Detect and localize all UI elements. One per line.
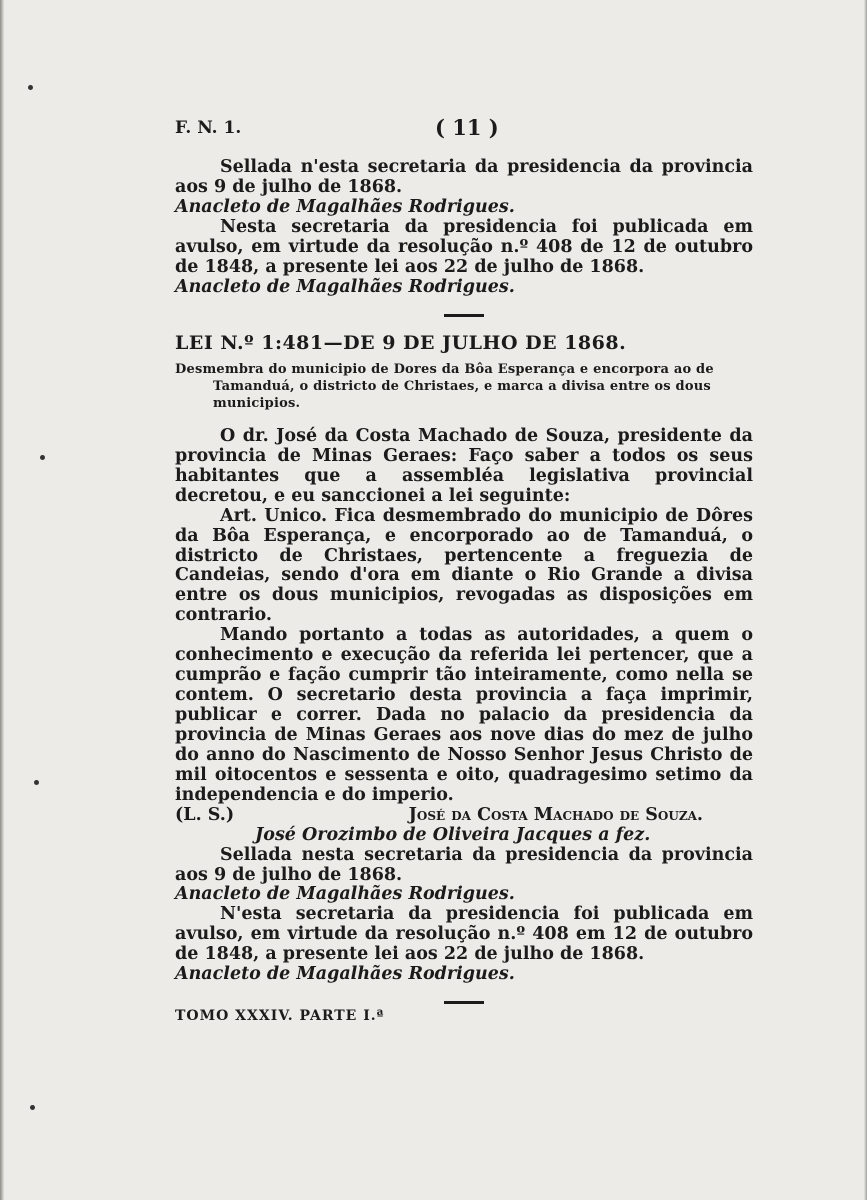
ink-speck xyxy=(40,455,45,460)
secretary-signature: Anacleto de Magalhães Rodrigues. xyxy=(175,884,515,905)
page-number: ( 11 ) xyxy=(435,115,499,140)
section-rule xyxy=(444,314,484,317)
sealing-paragraph: Sellada n'esta secretaria da presidencia da provincia aos 9 de julho de 1868. xyxy=(175,157,753,197)
seal-line xyxy=(175,806,753,826)
summary-line: Tamanduá, o districto de Christaes, e marca a divisa entre os dous xyxy=(213,379,711,395)
ink-speck xyxy=(28,85,33,90)
volume-footer: TOMO XXXIV. PARTE I.ª xyxy=(175,1008,385,1024)
seal-mark: (L. S.) xyxy=(175,804,235,825)
page-header xyxy=(175,115,755,148)
summary-line: municipios. xyxy=(213,396,301,411)
section-rule xyxy=(444,1001,484,1004)
summary-line: Desmembra do municipio de Dores da Bôa Esperança e encorpora ao de xyxy=(175,362,714,378)
secretary-signature: Anacleto de Magalhães Rodrigues. xyxy=(175,276,515,297)
publication-paragraph: Nesta secretaria da presidencia foi publicada em avulso, em virtude da resolução n.º 408 de 12 de outubro de 1848, a presente lei aos 22 de julho de 1868. xyxy=(175,216,753,277)
ink-speck xyxy=(34,780,39,785)
law-title: LEI N.º 1:481—DE 9 DE JULHO DE 1868. xyxy=(175,331,627,354)
president-signature: José da Costa Machado de Souza. xyxy=(408,804,703,825)
page-left-edge xyxy=(0,0,4,1200)
law-summary xyxy=(175,362,753,413)
signature-mark: F. N. 1. xyxy=(175,118,242,138)
order-paragraph: Mando portanto a todas as autoridades, a quem o conhecimento e execução da referida lei pertencer, que a cumprão e fação cumprir tão inteiramente, como nella se contem. O secretario desta provincia a faça imprimir, publicar e correr. Dada no palacio da presidencia da provincia de Minas Geraes aos nove dias do mez de julho do anno do Nascimento de Nosso Senhor Jesus Christo de mil oitocentos e sessenta e oito, quadragesimo setimo da independencia e do imperio. xyxy=(175,625,753,805)
preceding-law-block xyxy=(175,158,753,1020)
secretary-signature: Anacleto de Magalhães Rodrigues. xyxy=(175,964,515,985)
publication-paragraph: N'esta secretaria da presidencia foi publicada em avulso, em virtude da resolução n.º 408 em 12 de outubro de 1848, a presente lei aos 22 de julho de 1868. xyxy=(175,904,753,965)
scribe-line: José Orozimbo de Oliveira Jacques a fez. xyxy=(255,824,651,845)
preamble-paragraph: O dr. José da Costa Machado de Souza, presidente da provincia de Minas Geraes: Faço saber a todos os seus habitantes que a assembléa legislativa provincial decretou, e eu sanccionei a lei seguinte: xyxy=(175,425,753,506)
secretary-signature: Anacleto de Magalhães Rodrigues. xyxy=(175,196,515,217)
article-paragraph: Art. Unico. Fica desmembrado do municipio de Dôres da Bôa Esperança, e encorporado ao de Tamanduá, o districto de Christaes, pertencente a freguezia de Candeias, sendo d'ora em diante o Rio Grande a divisa entre os dous municipios, revogadas as disposições em contrario. xyxy=(175,505,753,626)
ink-speck xyxy=(30,1105,35,1110)
sealing-paragraph: Sellada nesta secretaria da presidencia da provincia aos 9 de julho de 1868. xyxy=(175,844,753,885)
